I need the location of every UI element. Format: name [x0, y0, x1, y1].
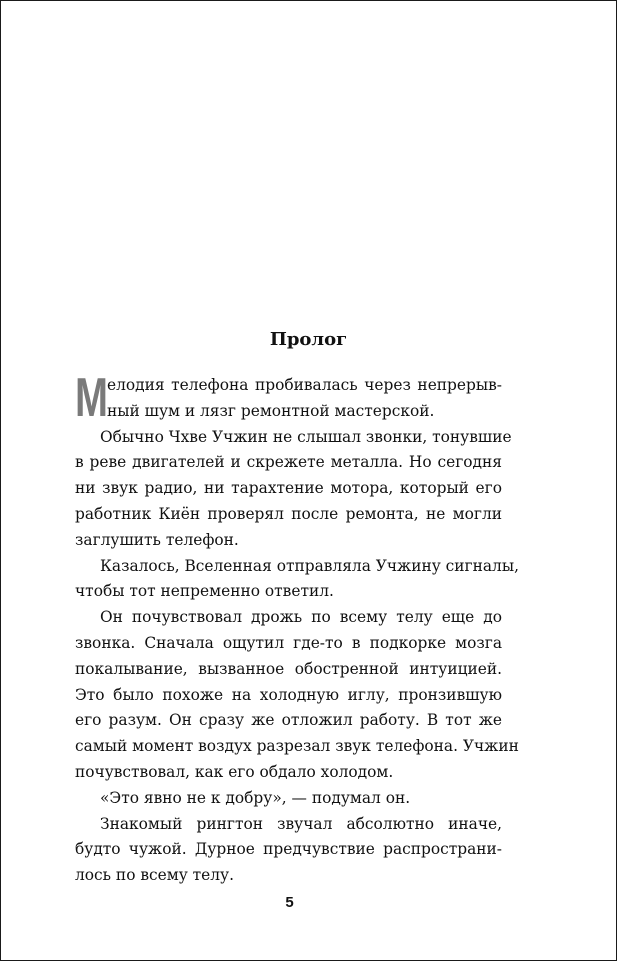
text-line: в реве двигателей и скрежете металла. Но сегодня [75, 453, 502, 472]
text-line: Обычно Чхве Учжин не слышал звонки, тонувшие [100, 427, 512, 446]
text-line: звонка. Сначала ощутил где-то в подкорке мозга [75, 633, 502, 652]
text-line: Он почувствовал дрожь по всему телу еще до [100, 608, 502, 627]
drop-cap: М [75, 366, 107, 428]
text-line: чтобы тот непременно ответил. [75, 582, 334, 601]
text-line: самый момент воздух разрезал звук телефона. Учжин [75, 737, 519, 756]
text-line: покалывание, вызванное обостренной интуицией. [75, 659, 502, 678]
text-line: елодия телефона пробивалась через непрерыв- [107, 376, 502, 394]
text-line: Знакомый рингтон звучал абсолютно иначе, [100, 814, 502, 833]
body-text [75, 366, 519, 889]
page-number: 5 [285, 894, 294, 911]
text-line: лось по всему телу. [75, 866, 235, 885]
text-line: будто чужой. Дурное предчувствие распространи- [75, 840, 502, 859]
text-line: ный шум и лязг ремонтной мастерской. [107, 401, 435, 420]
text-line: Казалось, Вселенная отправляла Учжину сигналы, [100, 556, 519, 575]
text-line: почувствовал, как его обдало холодом. [75, 762, 394, 781]
text-line: работник Киён проверял после ремонта, не могли [75, 504, 502, 523]
text-line: его разум. Он сразу же отложил работу. В тот же [75, 711, 502, 730]
text-line: Это было похоже на холодную иглу, пронзившую [75, 685, 502, 704]
text-line: заглушить телефон. [75, 530, 239, 549]
chapter-title: Пролог [269, 329, 348, 350]
text-line: «Это явно не к добру», — подумал он. [100, 788, 411, 807]
text-line: ни звук радио, ни тарахтение мотора, который его [75, 479, 502, 498]
